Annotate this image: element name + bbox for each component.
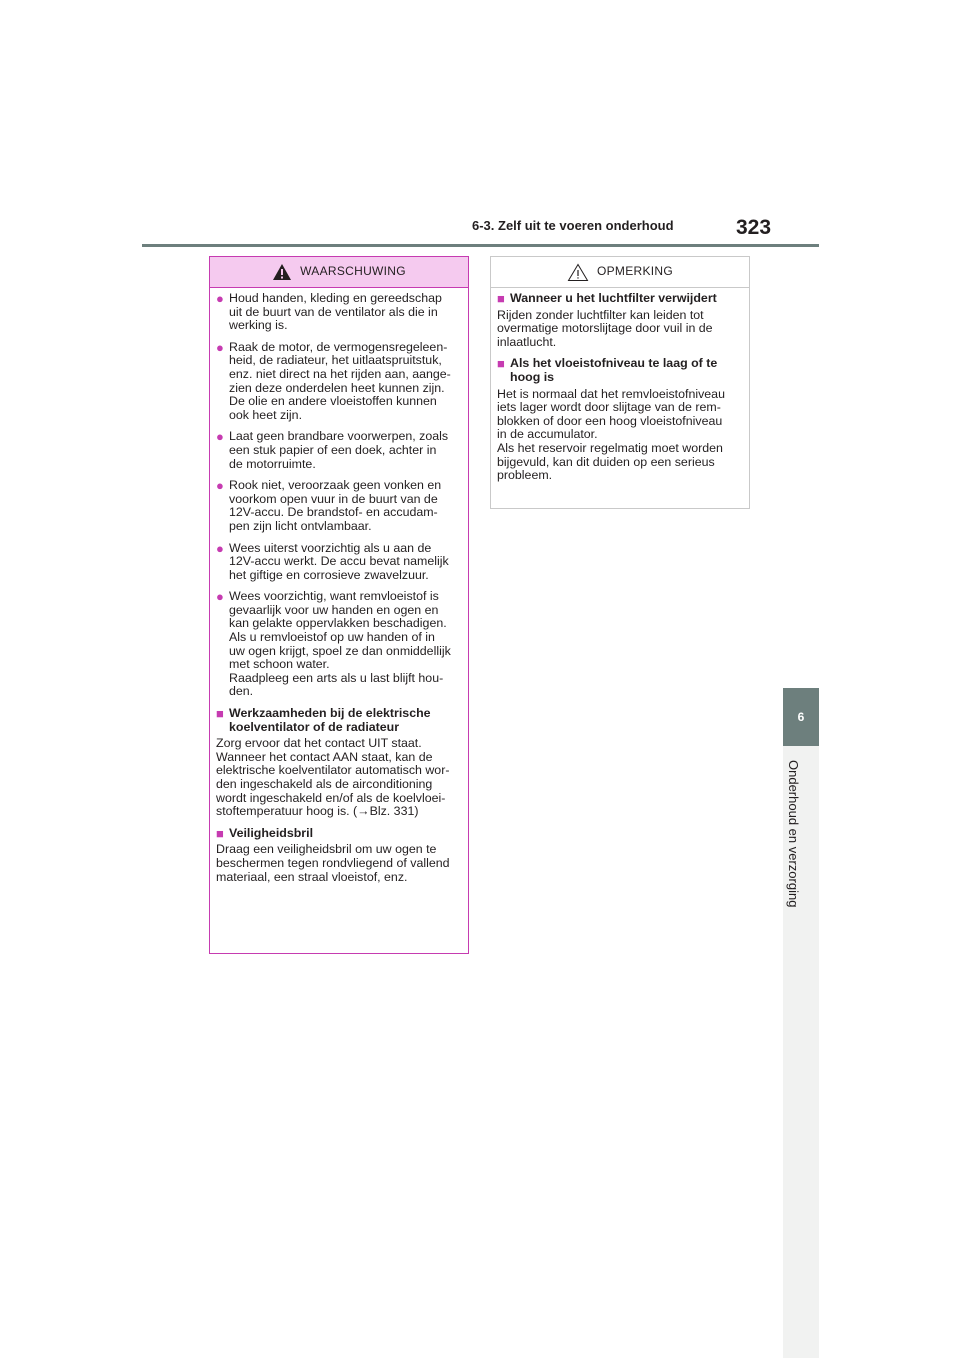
bullet-text (229, 341, 462, 423)
section-heading (497, 292, 743, 306)
warning-bullet-item (216, 590, 462, 699)
text-line: inlaatlucht. (497, 334, 557, 349)
text-line: uw ogen krijgt, spoel ze dan onmiddellijk (229, 643, 451, 658)
text-line: Raadpleeg een arts als u last blijft hou- (229, 670, 444, 685)
section-heading-text (510, 292, 717, 306)
warning-bullet-item (216, 542, 462, 583)
text-line: Werkzaamheden bij de elektrische (229, 706, 431, 721)
square-bullet-icon: ■ (216, 825, 224, 841)
text-line: Wees voorzichtig, want remvloeistof is (229, 589, 439, 604)
text-line: probleem. (497, 468, 553, 483)
warning-content (210, 288, 468, 884)
bullet-dot-icon: ● (216, 429, 224, 445)
text-line: Wanneer het contact AAN staat, kan de (216, 749, 433, 764)
warning-bullet-item (216, 292, 462, 333)
text-line: Als u remvloeistof op uw handen of in (229, 630, 435, 645)
section-body (216, 737, 462, 819)
text-line: werking is. (229, 318, 288, 333)
text-line: met schoon water. (229, 657, 330, 672)
section-heading-text (229, 827, 313, 841)
bullet-text (229, 479, 462, 533)
chapter-tab-label: Onderhoud en verzorging (786, 760, 801, 908)
notice-box (490, 256, 750, 509)
text-line: elektrische koelventilator automatisch wor- (216, 763, 450, 778)
header-rule (142, 244, 819, 247)
text-line: bijgevuld, kan dit duiden op een serieus (497, 454, 715, 469)
section-body (497, 309, 743, 350)
text-line: 12V-accu. De brandstof- en accudam- (229, 505, 438, 520)
text-line: materiaal, een straal vloeistof, enz. (216, 869, 408, 884)
text-line: Draag een veiligheidsbril om uw ogen te (216, 842, 437, 857)
text-line: Het is normaal dat het remvloeistofniveau (497, 386, 725, 401)
section-heading (216, 707, 462, 734)
text-line: heid, de radiateur, het uitlaatspruitstuk, (229, 353, 442, 368)
warning-triangle-icon (272, 263, 292, 281)
bullet-dot-icon: ● (216, 291, 224, 306)
section-heading (216, 827, 462, 841)
text-line: het giftige en corrosieve zwavelzuur. (229, 567, 429, 582)
text-line: iets lager wordt door slijtage van de rem- (497, 400, 721, 415)
text-line: Wees uiterst voorzichtig als u aan de (229, 540, 432, 555)
section-body (497, 388, 743, 483)
text-line: Rook niet, veroorzaak geen vonken en (229, 478, 442, 493)
header-section-title: 6-3. Zelf uit te voeren onderhoud (472, 218, 674, 233)
notice-title: OPMERKING (596, 264, 674, 279)
text-line: in de accumulator. (497, 427, 598, 442)
text-line: Raak de motor, de vermogensregeleen- (229, 339, 448, 354)
notice-content (491, 288, 749, 483)
section-heading-text (510, 357, 717, 384)
warning-bullet-item (216, 479, 462, 533)
text-line: Laat geen brandbare voorwerpen, zoals (229, 429, 449, 444)
square-bullet-icon: ■ (497, 291, 505, 306)
section-heading (497, 357, 743, 384)
warning-box (209, 256, 469, 954)
text-line: Houd handen, kleding en gereedschap (229, 291, 442, 305)
text-line: overmatige motorslijtage door vuil in de (497, 321, 713, 336)
text-line: Zorg ervoor dat het contact UIT staat. (216, 736, 422, 751)
section-heading-text (229, 707, 431, 734)
chapter-tab-number[interactable]: 6 (783, 688, 819, 746)
notice-triangle-icon (567, 263, 589, 282)
text-line: den. (229, 684, 254, 699)
bullet-dot-icon: ● (216, 540, 224, 556)
text-line: koelventilator of de radiateur (229, 719, 400, 734)
warning-bullet-item (216, 430, 462, 471)
bullet-dot-icon: ● (216, 339, 224, 355)
text-line: Rijden zonder luchtfilter kan leiden tot (497, 307, 704, 322)
text-line: beschermen tegen rondvliegend of vallend (216, 855, 450, 870)
bullet-dot-icon: ● (216, 589, 224, 605)
bullet-text (229, 590, 462, 699)
text-line: voorkom open vuur in de buurt van de (229, 491, 438, 506)
square-bullet-icon: ■ (497, 356, 505, 372)
text-line: De olie en andere vloeistoffen kunnen (229, 394, 437, 409)
text-line: Wanneer u het luchtfilter verwijdert (510, 291, 717, 305)
text-line: zien deze onderdelen heet kunnen zijn. (229, 380, 445, 395)
text-line: Als het reservoir regelmatig moet worden (497, 440, 723, 455)
notice-header (491, 257, 749, 288)
text-line: blokken of door een hoog vloeistofniveau (497, 413, 723, 428)
text-line: ook heet zijn. (229, 407, 303, 422)
page-number: 323 (736, 216, 772, 239)
text-line: pen zijn licht ontvlambaar. (229, 518, 372, 533)
text-line: 12V-accu werkt. De accu bevat namelijk (229, 554, 449, 569)
bullet-text (229, 292, 462, 333)
warning-bullet-item (216, 341, 462, 423)
section-body (216, 843, 462, 884)
warning-header (210, 257, 468, 288)
text-line: Veiligheidsbril (229, 825, 314, 840)
text-line: kan gelakte oppervlakken beschadigen. (229, 616, 447, 631)
warning-title: WAARSCHUWING (300, 264, 406, 279)
square-bullet-icon: ■ (216, 706, 224, 722)
text-line: een stuk papier of een doek, achter in (229, 442, 437, 457)
text-line: den ingeschakeld als de airconditioning (216, 777, 433, 791)
bullet-dot-icon: ● (216, 478, 224, 494)
text-line: stoftemperatuur hoog is. (→Blz. 331) (216, 804, 419, 819)
text-line: de motorruimte. (229, 456, 316, 471)
text-line: uit de buurt van de ventilator als die in (229, 304, 438, 319)
bullet-text (229, 542, 462, 583)
text-line: Als het vloeistofniveau te laag of te (510, 356, 718, 371)
text-line: wordt ingeschakeld en/of als de koelvloei- (216, 790, 446, 805)
bullet-text (229, 430, 462, 471)
text-line: enz. niet direct na het rijden aan, aange- (229, 366, 451, 381)
text-line: gevaarlijk voor uw handen en ogen en (229, 602, 439, 617)
text-line: hoog is (510, 369, 555, 384)
